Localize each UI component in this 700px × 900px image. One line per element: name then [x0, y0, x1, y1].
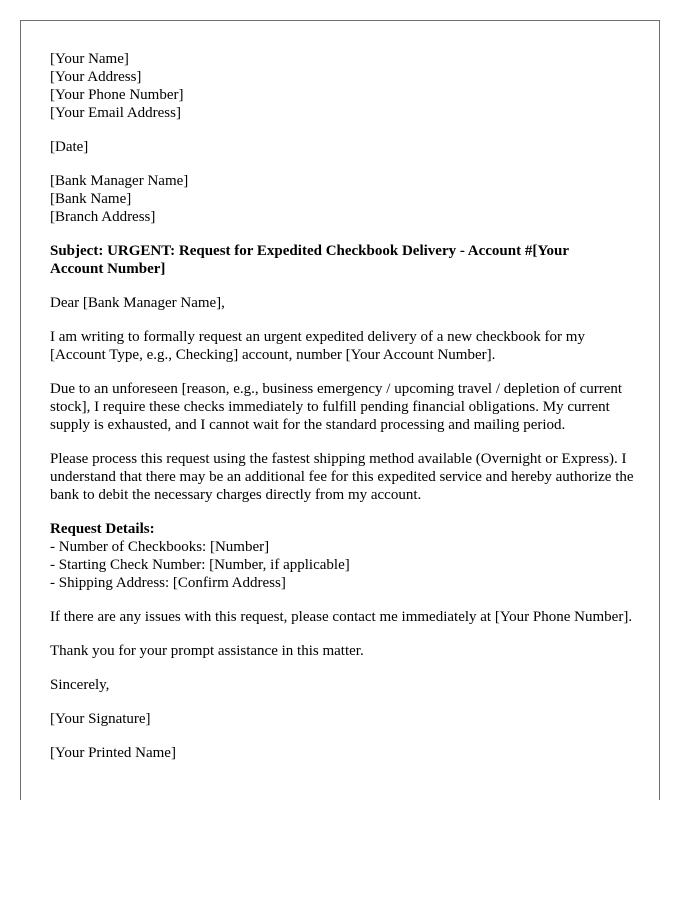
paragraph-reason-text: Due to an unforeseen [reason, e.g., business emergency / upcoming travel / depletion of current stock], I require these checks immediately to fulfill pending financial obligations. My current supply is exhausted, and I cannot wait for the standard processing and mailing period.: [50, 381, 623, 433]
paragraph-reason: [50, 380, 635, 434]
letter-page: [20, 20, 660, 800]
sender-block: [50, 50, 635, 122]
paragraph-thanks: [50, 642, 635, 660]
paragraph-request: [50, 328, 635, 364]
detail-item-shipping-address: - Shipping Address: [Confirm Address]: [50, 575, 286, 591]
salutation: [50, 294, 635, 312]
letter-body: [50, 50, 635, 778]
printed-name-text: [Your Printed Name]: [50, 745, 176, 761]
paragraph-shipping: [50, 450, 635, 504]
subject-line: [50, 242, 635, 278]
detail-item-check-number: - Starting Check Number: [Number, if applicable]: [50, 557, 350, 573]
date-block: [50, 138, 635, 156]
recipient-bank: [Bank Name]: [50, 191, 132, 207]
paragraph-contact: [50, 608, 635, 626]
recipient-branch: [Branch Address]: [50, 209, 156, 225]
signature-text: [Your Signature]: [50, 711, 151, 727]
paragraph-request-text: I am writing to formally request an urgent expedited delivery of a new checkbook for my [Account Type, e.g., Checking] account, number [Your Account Number].: [50, 329, 585, 363]
paragraph-contact-text: If there are any issues with this request, please contact me immediately at [Your Phone Number].: [50, 609, 633, 625]
request-details-heading: Request Details:: [50, 521, 155, 537]
sender-name: [Your Name]: [50, 51, 129, 67]
sender-phone: [Your Phone Number]: [50, 87, 184, 103]
paragraph-shipping-text: Please process this request using the fastest shipping method available (Overnight or Express). I understand that there may be an additional fee for this expedited service and hereby authorize the bank to debit the necessary charges directly from my account.: [50, 451, 634, 503]
signature: [50, 710, 635, 728]
salutation-text: Dear [Bank Manager Name],: [50, 295, 225, 311]
printed-name: [50, 744, 635, 762]
request-details: [50, 520, 635, 592]
closing: [50, 676, 635, 694]
sender-email: [Your Email Address]: [50, 105, 181, 121]
closing-text: Sincerely,: [50, 677, 110, 693]
letter-date: [Date]: [50, 139, 89, 155]
subject-line-2: Account Number]: [50, 261, 166, 277]
sender-address: [Your Address]: [50, 69, 142, 85]
subject-line-1: Subject: URGENT: Request for Expedited Checkbook Delivery - Account #[Your: [50, 243, 570, 259]
thanks-text: Thank you for your prompt assistance in this matter.: [50, 643, 364, 659]
recipient-manager: [Bank Manager Name]: [50, 173, 189, 189]
detail-item-checkbooks: - Number of Checkbooks: [Number]: [50, 539, 270, 555]
recipient-block: [50, 172, 635, 226]
